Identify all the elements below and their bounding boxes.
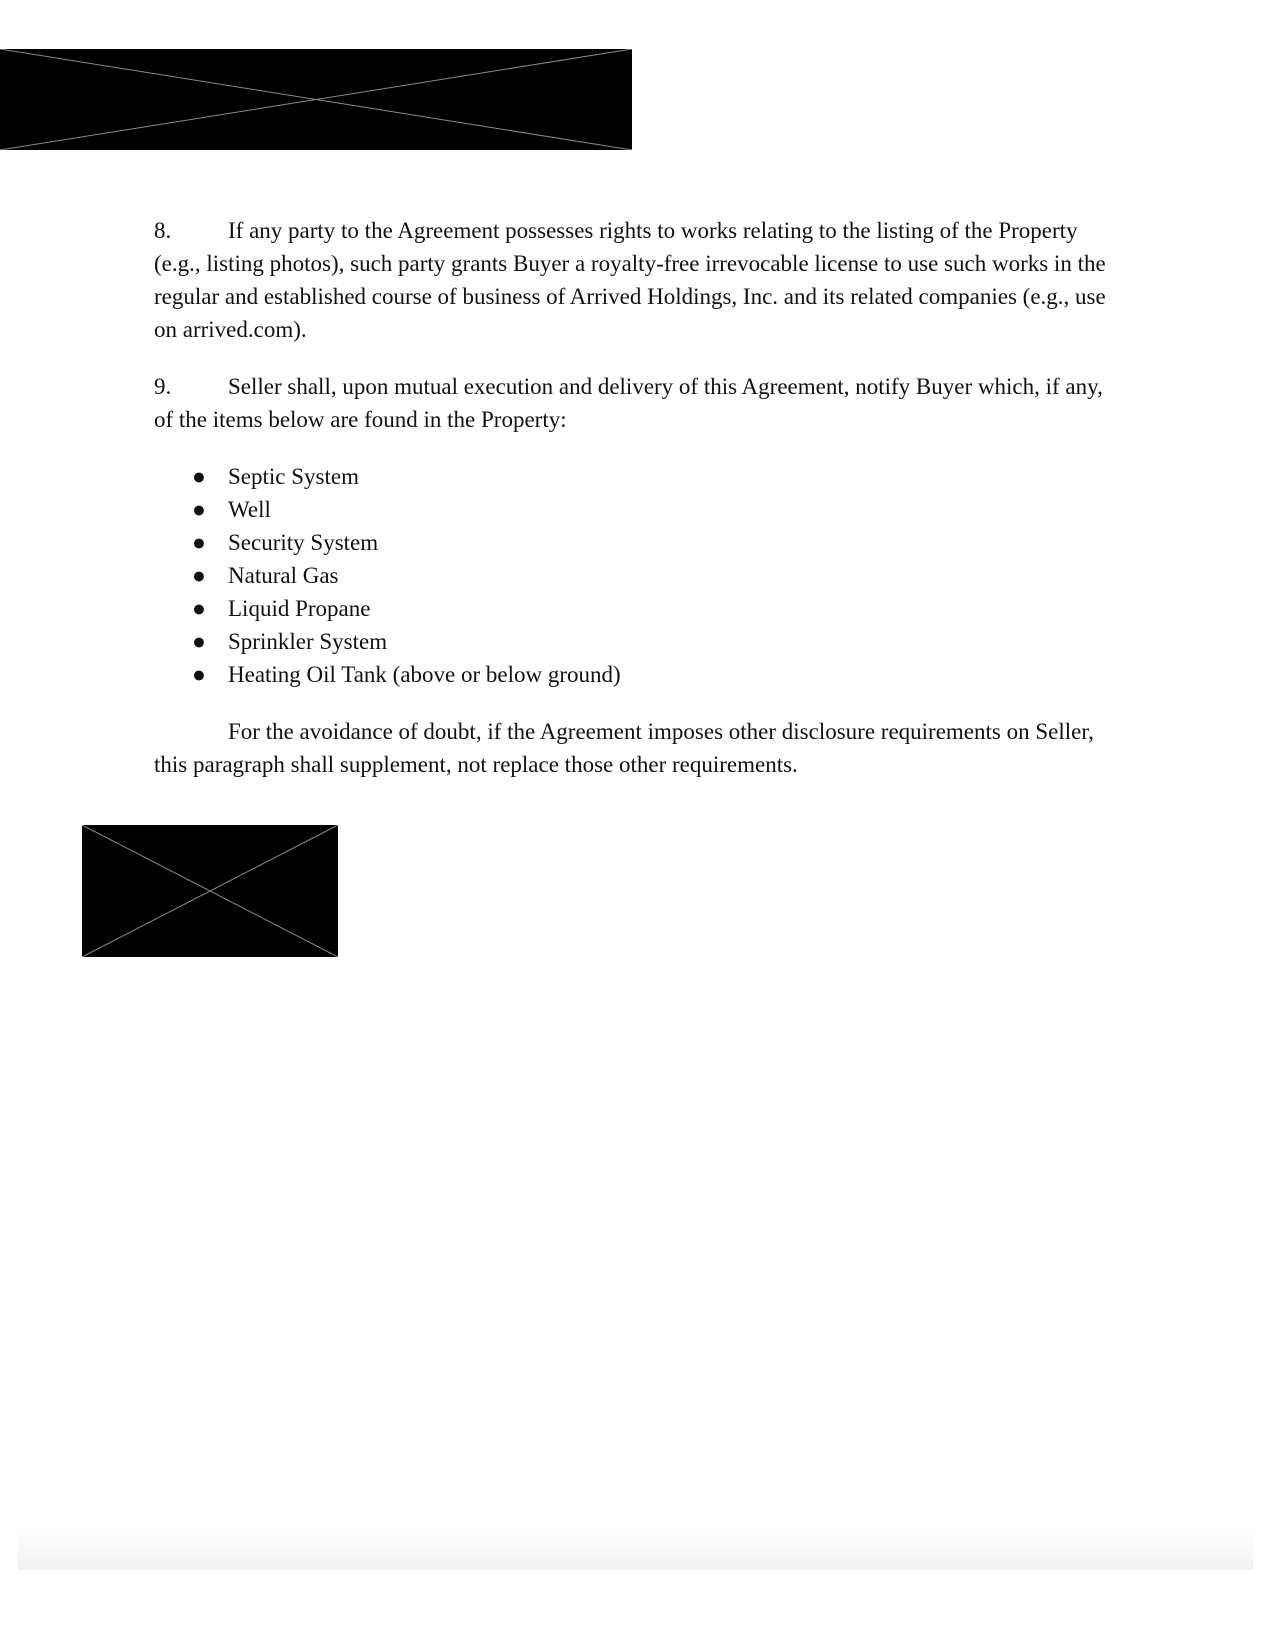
list-item [154,526,1114,559]
list-item [154,592,1114,625]
list-item-label: Septic System [228,464,359,489]
paragraph-8-text: If any party to the Agreement possesses rights to works relating to the listing of the Property (e.g., listing photos), such party grants Buyer a royalty-free irrevocable license to use such works in the regular and established course of business of Arrived Holdings, Inc. and its related companies (e.g., use on arrived.com). [154,218,1106,342]
list-item [154,658,1114,691]
property-items-list [154,460,1114,691]
paragraph-8 [154,214,1114,346]
list-item [154,493,1114,526]
list-item-label: Heating Oil Tank (above or below ground) [228,662,621,687]
redaction-cross-icon [82,825,338,957]
bullet-icon: ● [192,662,206,687]
paragraph-8-number: 8. [154,218,172,243]
bullet-icon: ● [192,530,206,555]
page-footer-shadow [18,1530,1253,1570]
redaction-cross-icon [0,49,632,150]
paragraph-9-number: 9. [154,374,172,399]
paragraph-9-text: Seller shall, upon mutual execution and delivery of this Agreement, notify Buyer which, if any, of the items below are found in the Property: [154,374,1103,432]
list-item [154,559,1114,592]
redaction-block-top [0,49,632,150]
list-item-label: Liquid Propane [228,596,371,621]
closing-paragraph: For the avoidance of doubt, if the Agreement imposes other disclosure requirements on Seller, this paragraph shall supplement, not replace those other requirements. [154,719,1094,777]
list-item [154,460,1114,493]
redaction-block-bottom [82,825,338,957]
paragraph-9 [154,370,1114,436]
document-body [154,214,1114,781]
bullet-icon: ● [192,629,206,654]
list-item-label: Security System [228,530,379,555]
list-item [154,625,1114,658]
bullet-icon: ● [192,596,206,621]
list-item-label: Sprinkler System [228,629,388,654]
bullet-icon: ● [192,464,206,489]
bullet-icon: ● [192,497,206,522]
list-item-label: Well [228,497,271,522]
bullet-icon: ● [192,563,206,588]
list-item-label: Natural Gas [228,563,339,588]
